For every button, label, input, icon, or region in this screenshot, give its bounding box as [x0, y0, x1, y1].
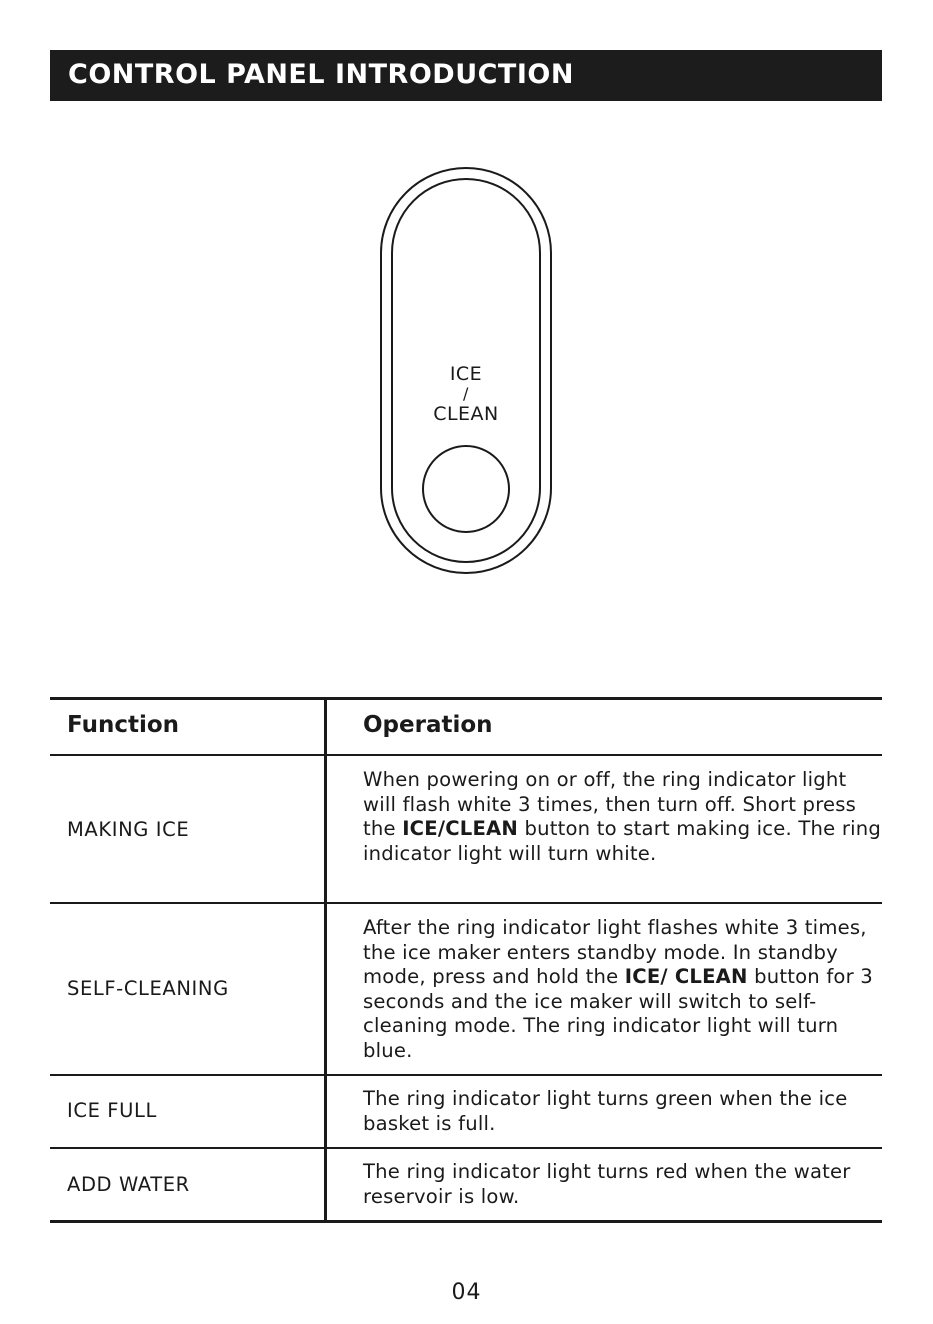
operation-text: button for 3 seconds and the ice maker will switch to self-cleaning mode. The ring indicator light will turn blue.: [363, 965, 873, 1062]
row-operation-making-ice: [363, 768, 883, 866]
panel-label-ice: ICE: [449, 363, 483, 385]
operation-text: button to start making ice. The ring indicator light will turn white.: [363, 817, 881, 865]
row-rule: [50, 902, 882, 904]
operation-text: When powering on or off, the ring indicator light will flash white 3 times, then turn off. Short press the: [363, 768, 857, 840]
row-function-add-water: ADD WATER: [67, 1173, 190, 1196]
table-top-rule: [50, 697, 882, 700]
operation-text: After the ring indicator light flashes white 3 times, the ice maker enters standby mode. In standby mode, press and hold the: [363, 916, 867, 988]
panel-label-slash: /: [463, 384, 469, 403]
row-function-self-cleaning: SELF-CLEANING: [67, 977, 229, 1000]
row-operation-add-water: The ring indicator light turns red when the water reservoir is low.: [363, 1160, 851, 1208]
table-bottom-rule: [50, 1220, 882, 1223]
operation-bold-button-name: ICE/ CLEAN: [624, 965, 748, 988]
operation-bold-button-name: ICE/CLEAN: [402, 817, 519, 840]
row-rule: [50, 1074, 882, 1076]
ice-clean-button[interactable]: [421, 444, 511, 534]
row-function-ice-full: ICE FULL: [67, 1099, 157, 1122]
row-rule: [50, 1147, 882, 1149]
row-operation-self-cleaning: [363, 916, 883, 1063]
header-rule: [50, 754, 882, 756]
header-function: Function: [67, 712, 180, 738]
row-function-making-ice: MAKING ICE: [67, 818, 190, 841]
page-number: 04: [451, 1280, 482, 1305]
header-operation: Operation: [363, 712, 493, 738]
panel-label-clean: CLEAN: [433, 403, 499, 425]
table-column-divider: [324, 697, 327, 1223]
section-title-bar: [50, 50, 882, 101]
section-title: CONTROL PANEL INTRODUCTION: [68, 59, 574, 90]
row-operation-ice-full: The ring indicator light turns green when the ice basket is full.: [363, 1087, 848, 1135]
